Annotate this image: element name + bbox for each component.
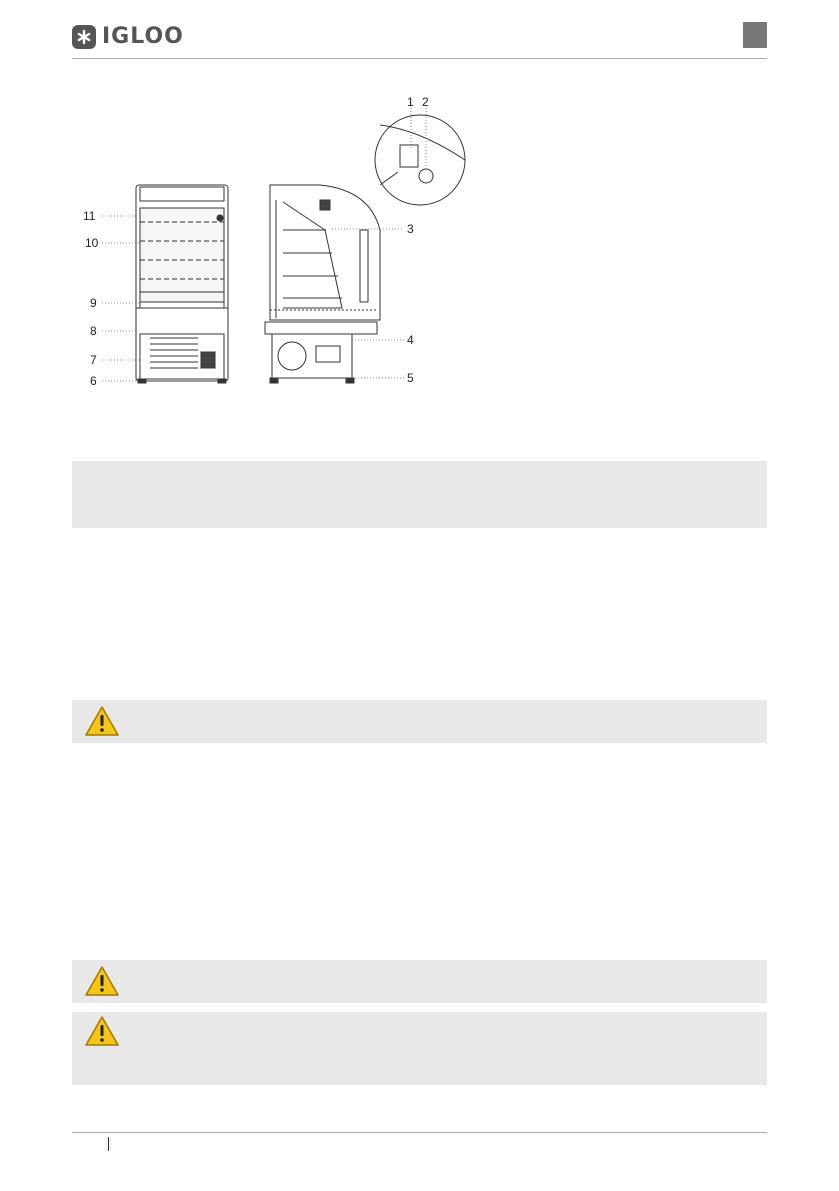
callout-7: 7 — [90, 353, 97, 367]
header-divider — [72, 58, 767, 59]
appliance-diagram — [80, 90, 480, 400]
callout-1: 1 — [407, 95, 414, 109]
warning-triangle-icon — [84, 965, 120, 997]
snowflake-icon — [72, 25, 96, 49]
section-tab-marker — [743, 22, 767, 48]
callout-2: 2 — [422, 95, 429, 109]
brand-logo — [72, 25, 184, 49]
callout-11: 11 — [83, 209, 96, 223]
warning-triangle-icon — [84, 1015, 120, 1047]
callout-8: 8 — [90, 324, 97, 338]
callout-9: 9 — [90, 296, 97, 310]
warning-panel-1 — [72, 700, 767, 743]
callout-5: 5 — [407, 371, 414, 385]
display-cabinet-drawing — [80, 90, 480, 400]
warning-panel-2 — [72, 960, 767, 1003]
footer-page-separator — [108, 1137, 109, 1151]
brand-name: IGLOO — [102, 24, 184, 49]
warning-panel-3 — [72, 1012, 767, 1085]
callout-6: 6 — [90, 374, 97, 388]
info-panel — [72, 461, 767, 528]
warning-triangle-icon — [84, 705, 120, 737]
page-header — [72, 22, 767, 58]
footer-divider — [72, 1132, 767, 1133]
callout-3: 3 — [407, 222, 414, 236]
callout-10: 10 — [85, 236, 99, 250]
callout-4: 4 — [407, 333, 414, 347]
